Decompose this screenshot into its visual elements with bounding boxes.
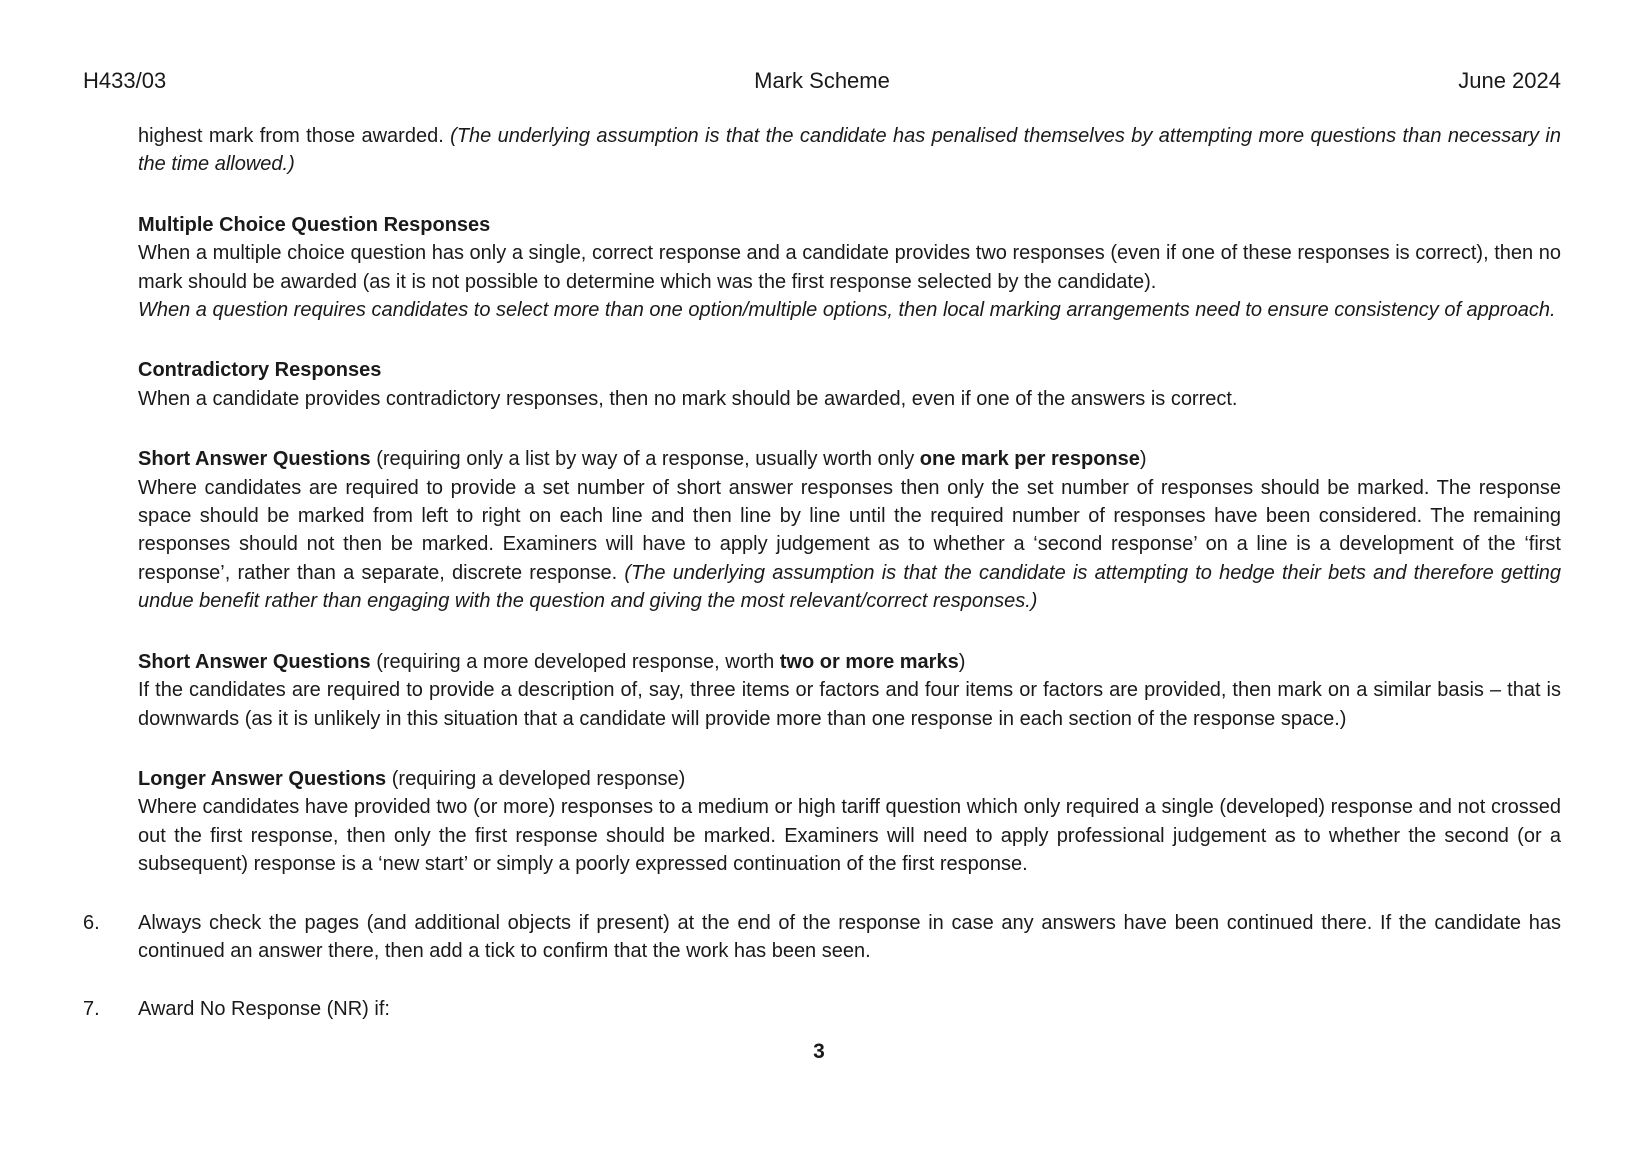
numbered-item-6: [83, 909, 1561, 966]
item-number: 6.: [83, 911, 100, 934]
section-heading: Multiple Choice Question Responses: [138, 213, 491, 236]
section-heading: Contradictory Responses: [138, 359, 382, 382]
section-text: When a multiple choice question has only a single, correct response and a candidate provides two responses (even if one of these responses is correct), then no mark should be awarded (as it is not possible to determine which was the first response selected by the candidate).: [138, 242, 1561, 293]
page-number: 3: [813, 1040, 825, 1063]
longer-answer-section: [138, 765, 1561, 879]
page-header: [83, 68, 1561, 98]
section-heading: Longer Answer Questions (requiring a developed response): [138, 767, 686, 790]
document-body: [83, 122, 1562, 1024]
item-number: 7.: [83, 998, 100, 1021]
short-answer-one-mark-section: [138, 445, 1561, 615]
contradictory-section: [138, 356, 1561, 413]
section-text: Where candidates are required to provide a set number of short answer responses then only the set number of responses should be marked. The response space should be marked from left to right on each line and then line by line until the required number of responses have been considered. The remaining responses should not then be marked. Examiners will have to apply judgement as to whether a ‘second response’ on a line is a development of the ‘first response’, rather than a separate, discrete response. (The underlying assumption is that the candidate is attempting to hedge their bets and therefore getting undue benefit rather than engaging with the question and giving the most relevant/correct responses.): [138, 476, 1562, 613]
item-text: Award No Response (NR) if:: [138, 998, 390, 1021]
item-text: Always check the pages (and additional objects if present) at the end of the response in case any answers have been continued there. If the candidate has continued an answer there, then add a tick to confirm that the work has been seen.: [138, 911, 1561, 962]
section-text: If the candidates are required to provide a description of, say, three items or factors and four items or factors are provided, then mark on a similar basis – that is downwards (as it is unlikely in this situation that a candidate will provide more than one response in each section of the response space.): [138, 679, 1561, 730]
section-note: When a question requires candidates to select more than one option/multiple options, then local marking arrangements need to ensure consistency of approach.: [138, 299, 1556, 322]
section-text: When a candidate provides contradictory responses, then no mark should be awarded, even if one of the answers is correct.: [138, 387, 1238, 410]
numbered-item-7: [83, 995, 1561, 1023]
section-heading: Short Answer Questions (requiring a more developed response, worth two or more marks): [138, 650, 966, 673]
intro-paragraph: highest mark from those awarded. (The underlying assumption is that the candidate has penalised themselves by attempting more questions than necessary in the time allowed.): [138, 125, 1561, 176]
section-heading: Short Answer Questions (requiring only a list by way of a response, usually worth only one mark per response): [138, 448, 1147, 471]
document-title: Mark Scheme: [754, 68, 890, 93]
mcq-section: [138, 211, 1561, 325]
section-text: Where candidates have provided two (or more) responses to a medium or high tariff question which only required a single (developed) response and not crossed out the first response, then only the first response should be marked. Examiners will need to apply professional judgement as to whether the second (or a subsequent) response is a ‘new start’ or simply a poorly expressed continuation of the first response.: [138, 796, 1561, 876]
paper-code: H433/03: [83, 68, 167, 93]
short-answer-two-marks-section: [138, 648, 1561, 733]
exam-session: June 2024: [1458, 68, 1561, 93]
